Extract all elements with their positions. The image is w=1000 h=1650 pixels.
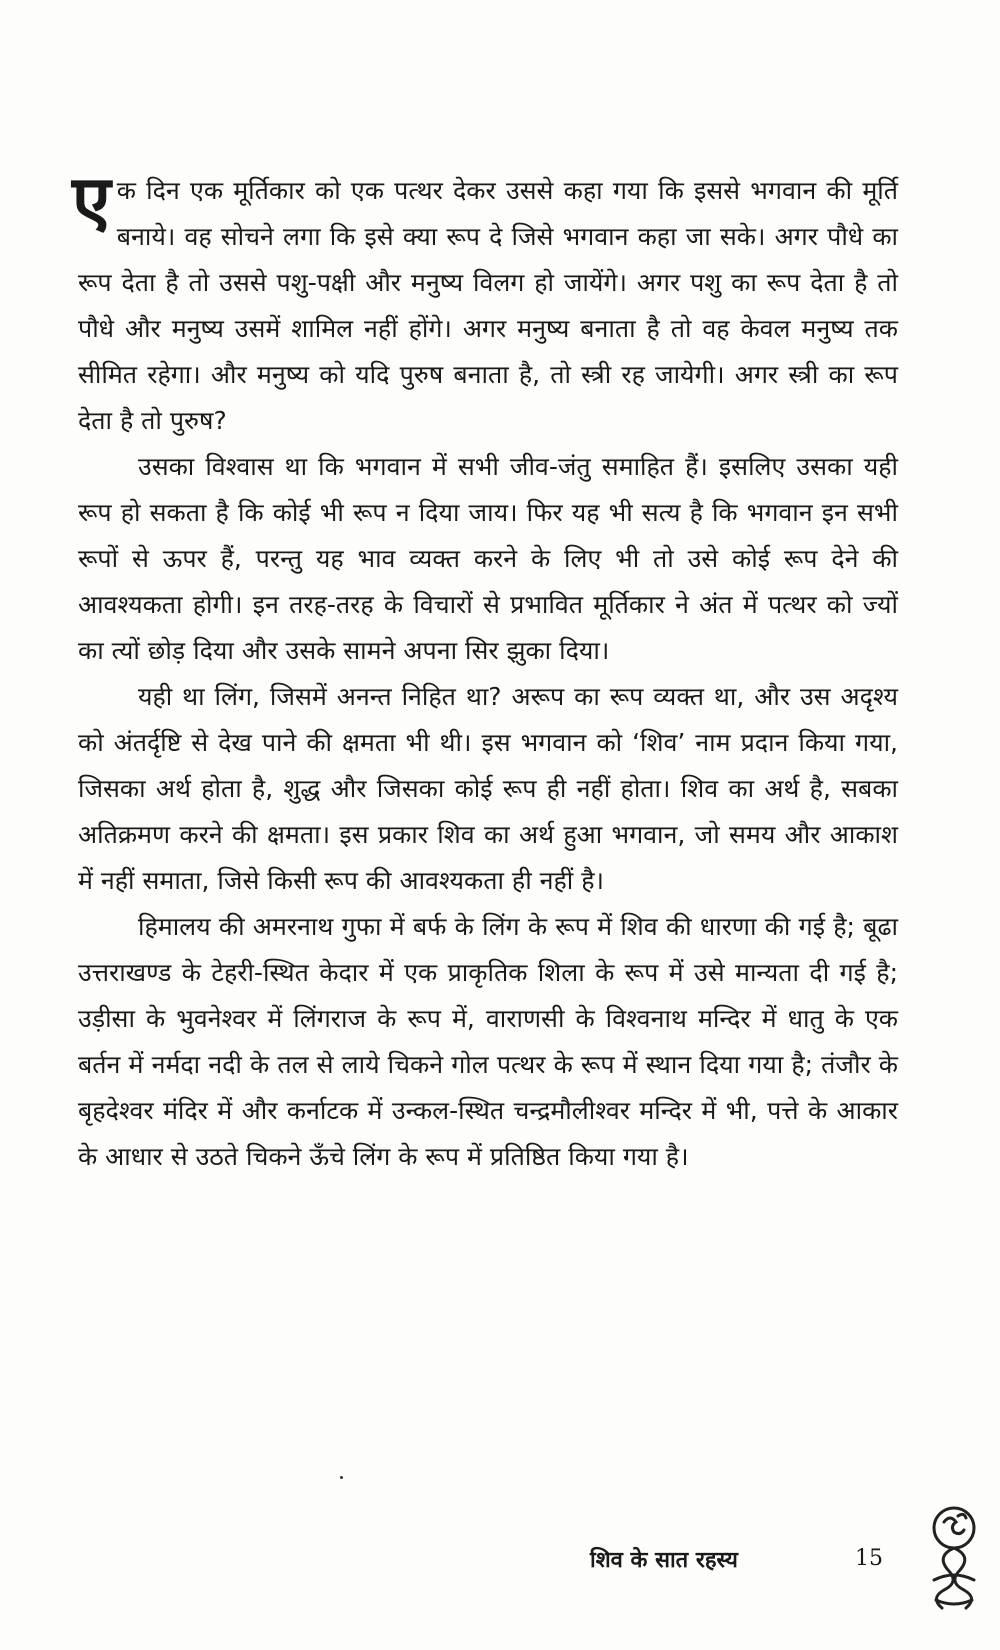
paragraph-1 [72,160,898,444]
drop-cap: ए [72,160,111,242]
paragraph-3: यही था लिंग, जिसमें अनन्त निहित था? अरूप का रूप व्यक्त था, और उस अदृश्य को अंतर्दृष्टि से देख पाने की क्षमता भी थी। इस भगवान को ‘शिव’ नाम प्रदान किया गया, जिसका अर्थ होता है, शुद्ध और जिसका कोई रूप ही नहीं होता। शिव का अर्थ है, सबका अतिक्रमण करने की क्षमता। इस प्रकार शिव का अर्थ हुआ भगवान, जो समय और आकाश में नहीं समाता, जिसे किसी रूप की आवश्यकता ही नहीं है। [78,682,898,895]
paragraph-4: हिमालय की अमरनाथ गुफा में बर्फ के लिंग के रूप में शिव की धारणा की गई है; बूढा उत्तराखण्ड के टेहरी-स्थित केदार में एक प्राकृतिक शिला के रूप में उसे मान्यता दी गई है; उड़ीसा के भुवनेश्वर में लिंगराज के रूप में, वाराणसी के विश्वनाथ मन्दिर में धातु के एक बर्तन में नर्मदा नदी के तल से लाये चिकने गोल पत्थर के रूप में स्थान दिया गया है; तंजौर के बृहदेश्वर मंदिर में और कर्नाटक में उन्कल-स्थित चन्द्रमौलीश्वर मन्दिर में भी, पत्ते के आकार के आधार से उठते चिकने ऊँचे लिंग के रूप में प्रतिष्ठित किया गया है। [78,912,898,1171]
running-footer-title: शिव के सात रहस्य [590,1548,738,1573]
paragraph-2: उसका विश्वास था कि भगवान में सभी जीव-जंतु समाहित हैं। इसलिए उसका यही रूप हो सकता है कि कोई भी रूप न दिया जाय। फिर यह भी सत्य है कि भगवान इन सभी रूपों से ऊपर हैं, परन्तु यह भाव व्यक्त करने के लिए भी तो उसे कोई रूप देने की आवश्यकता होगी। इन तरह-तरह के विचारों से प्रभावित मूर्तिकार ने अंत में पत्थर को ज्यों का त्यों छोड़ दिया और उसके सामने अपना सिर झुका दिया। [78,452,898,665]
print-speck [340,1476,343,1479]
paragraph-1-text: क दिन एक मूर्तिकार को एक पत्थर देकर उससे कहा गया कि इससे भगवान की मूर्ति बनाये। वह सोचने लगा कि इसे क्या रूप दे जिसे भगवान कहा जा सके। अगर पौधे का रूप देता है तो उससे पशु-पक्षी और मनुष्य विलग हो जायेंगे। अगर पशु का रूप देता है तो पौधे और मनुष्य उसमें शामिल नहीं होंगे। अगर मनुष्य बनाता है तो वह केवल मनुष्य तक सीमित रहेगा। और मनुष्य को यदि पुरुष बनाता है, तो स्त्री रह जायेगी। अगर स्त्री का रूप देता है तो पुरुष? [78,176,898,435]
page-footer [0,1540,1000,1590]
om-knot-ornament-icon [920,1500,990,1620]
page-number: 15 [855,1546,883,1571]
body-text [72,160,898,1180]
